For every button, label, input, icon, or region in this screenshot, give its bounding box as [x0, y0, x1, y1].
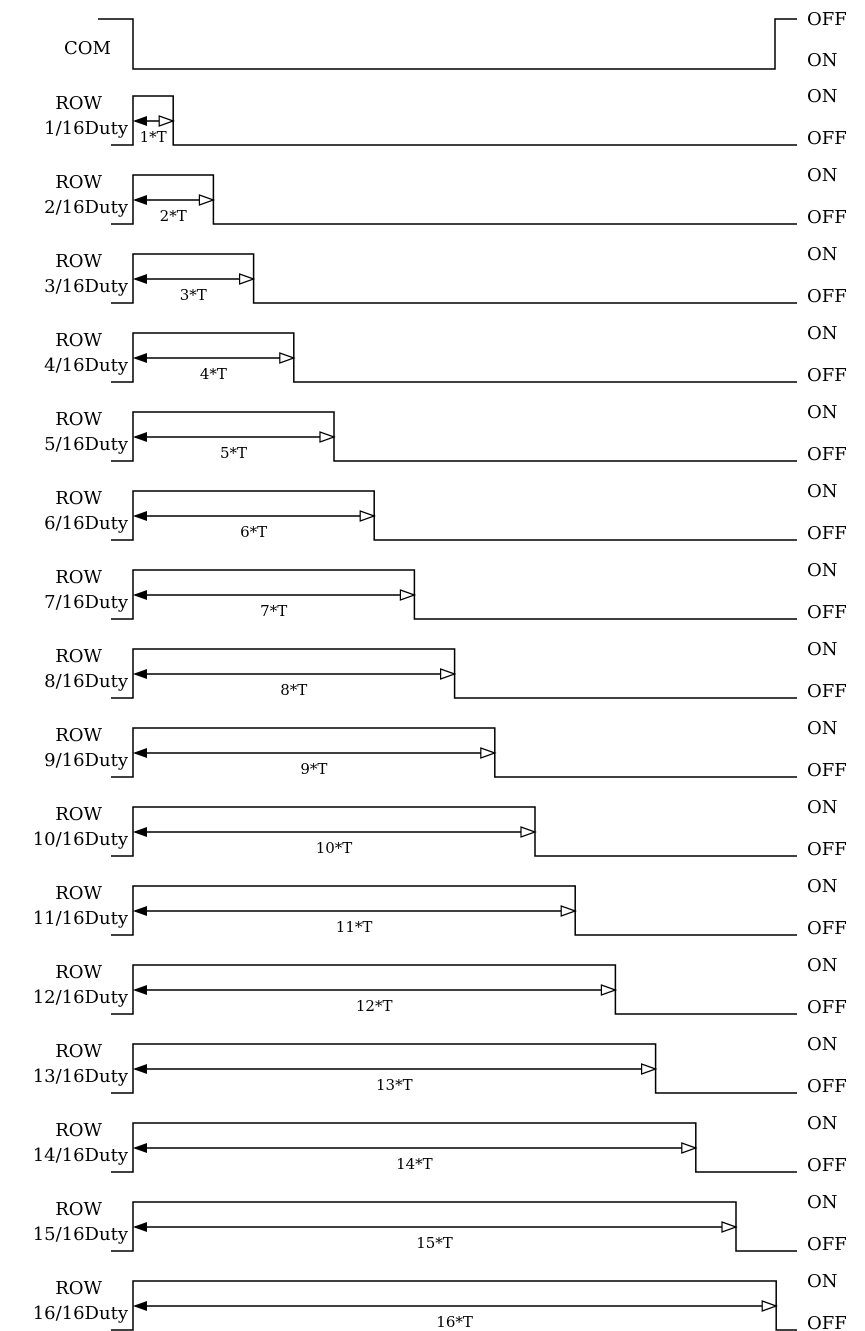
pulse-width-label: 3*T: [179, 286, 207, 304]
right-arrowhead-icon: [280, 353, 294, 363]
row-prefix-label: ROW: [55, 1120, 102, 1141]
right-arrowhead-icon: [400, 590, 414, 600]
off-state-label: OFF: [807, 839, 847, 860]
row-group: [33, 797, 847, 860]
off-state-label: OFF: [807, 681, 847, 702]
row-prefix-label: ROW: [55, 251, 102, 272]
off-state-label: OFF: [807, 523, 847, 544]
left-arrowhead-icon: [133, 906, 147, 916]
on-state-label: ON: [807, 955, 838, 976]
row-group: [44, 639, 847, 702]
row-prefix-label: ROW: [55, 93, 102, 114]
row-group: [44, 323, 847, 386]
left-arrowhead-icon: [133, 827, 147, 837]
on-state-label: ON: [807, 797, 838, 818]
row-duty-label: 10/16Duty: [32, 829, 128, 850]
on-state-label: ON: [807, 86, 838, 107]
row-duty-label: 9/16Duty: [44, 750, 128, 771]
right-arrowhead-icon: [601, 985, 615, 995]
left-arrowhead-icon: [133, 1143, 147, 1153]
right-arrowhead-icon: [360, 511, 374, 521]
pulse-width-label: 5*T: [219, 444, 248, 462]
on-state-label: ON: [807, 560, 838, 581]
on-state-label: ON: [807, 718, 838, 739]
row-waveform: [111, 96, 797, 145]
row-group: [44, 481, 847, 544]
left-arrowhead-icon: [133, 274, 147, 284]
left-arrowhead-icon: [133, 1064, 147, 1074]
right-arrowhead-icon: [199, 195, 213, 205]
right-arrowhead-icon: [240, 274, 254, 284]
row-prefix-label: ROW: [55, 883, 102, 904]
row-duty-label: 3/16Duty: [44, 276, 128, 297]
off-state-label: OFF: [807, 128, 847, 149]
row-prefix-label: ROW: [55, 330, 102, 351]
row-duty-label: 5/16Duty: [44, 434, 128, 455]
com-waveform-group: [64, 9, 847, 71]
row-duty-label: 4/16Duty: [44, 355, 128, 376]
on-state-label: ON: [807, 1034, 838, 1055]
on-state-label: ON: [807, 165, 838, 186]
row-group: [33, 1034, 847, 1097]
on-state-label: ON: [807, 323, 838, 344]
pulse-width-label: 10*T: [315, 839, 353, 857]
row-prefix-label: ROW: [55, 1041, 102, 1062]
right-arrowhead-icon: [642, 1064, 656, 1074]
row-duty-label: 15/16Duty: [32, 1224, 128, 1245]
row-group: [33, 1113, 847, 1176]
left-arrowhead-icon: [133, 748, 147, 758]
left-arrowhead-icon: [133, 985, 147, 995]
row-prefix-label: ROW: [55, 1278, 102, 1299]
row-group: [44, 244, 847, 307]
right-arrowhead-icon: [159, 116, 173, 126]
row-duty-label: 7/16Duty: [44, 592, 128, 613]
off-state-label: OFF: [807, 760, 847, 781]
off-state-label: OFF: [807, 918, 847, 939]
row-prefix-label: ROW: [55, 409, 102, 430]
off-state-label: OFF: [807, 997, 847, 1018]
right-arrowhead-icon: [561, 906, 575, 916]
pulse-width-label: 16*T: [436, 1313, 473, 1331]
row-prefix-label: ROW: [55, 488, 102, 509]
left-arrowhead-icon: [133, 195, 147, 205]
on-state-label: ON: [807, 1271, 838, 1292]
row-duty-label: 1/16Duty: [44, 118, 128, 139]
com-label: COM: [64, 38, 111, 59]
row-prefix-label: ROW: [55, 804, 102, 825]
row-group: [33, 876, 847, 939]
pulse-width-label: 14*T: [396, 1155, 433, 1173]
off-state-label: OFF: [807, 444, 847, 465]
on-state-label: ON: [807, 481, 838, 502]
row-duty-label: 12/16Duty: [32, 987, 128, 1008]
left-arrowhead-icon: [133, 116, 147, 126]
row-duty-label: 16/16Duty: [32, 1303, 128, 1324]
pulse-width-label: 4*T: [199, 365, 227, 383]
row-group: [44, 402, 847, 465]
row-duty-label: 13/16Duty: [32, 1066, 128, 1087]
right-arrowhead-icon: [682, 1143, 696, 1153]
row-prefix-label: ROW: [55, 1199, 102, 1220]
row-group: [33, 955, 847, 1018]
off-state-label: OFF: [807, 1313, 847, 1331]
off-state-label: OFF: [807, 207, 847, 228]
row-group: [44, 165, 847, 228]
row-duty-label: 8/16Duty: [44, 671, 128, 692]
row-prefix-label: ROW: [55, 172, 102, 193]
row-prefix-label: ROW: [55, 725, 102, 746]
pulse-width-label: 2*T: [159, 207, 187, 225]
row-waveform: [111, 175, 797, 224]
right-arrowhead-icon: [441, 669, 455, 679]
off-state-label: OFF: [807, 1076, 847, 1097]
row-group: [44, 86, 847, 149]
row-duty-label: 2/16Duty: [44, 197, 128, 218]
off-state-label: OFF: [807, 286, 847, 307]
on-state-label: ON: [807, 402, 838, 423]
com-on-state-label: ON: [807, 50, 838, 71]
row-duty-label: 11/16Duty: [32, 908, 128, 929]
row-prefix-label: ROW: [55, 567, 102, 588]
row-prefix-label: ROW: [55, 962, 102, 983]
row-duty-label: 6/16Duty: [44, 513, 128, 534]
left-arrowhead-icon: [133, 669, 147, 679]
off-state-label: OFF: [807, 602, 847, 623]
left-arrowhead-icon: [133, 511, 147, 521]
right-arrowhead-icon: [481, 748, 495, 758]
off-state-label: OFF: [807, 365, 847, 386]
row-group: [33, 1271, 847, 1331]
left-arrowhead-icon: [133, 432, 147, 442]
left-arrowhead-icon: [133, 1301, 147, 1311]
left-arrowhead-icon: [133, 590, 147, 600]
row-waveforms: [33, 86, 847, 1331]
on-state-label: ON: [807, 1192, 838, 1213]
left-arrowhead-icon: [133, 353, 147, 363]
pulse-width-label: 13*T: [376, 1076, 413, 1094]
pulse-width-label: 6*T: [240, 523, 268, 541]
row-duty-label: 14/16Duty: [32, 1145, 128, 1166]
pulse-width-label: 15*T: [416, 1234, 453, 1252]
pulse-width-label: 1*T: [139, 128, 167, 146]
right-arrowhead-icon: [320, 432, 334, 442]
pulse-width-label: 8*T: [280, 681, 308, 699]
pulse-width-label: 12*T: [355, 997, 393, 1015]
off-state-label: OFF: [807, 1234, 847, 1255]
row-group: [33, 1192, 847, 1255]
right-arrowhead-icon: [521, 827, 535, 837]
row-prefix-label: ROW: [55, 646, 102, 667]
off-state-label: OFF: [807, 1155, 847, 1176]
pulse-width-label: 7*T: [260, 602, 288, 620]
on-state-label: ON: [807, 1113, 838, 1134]
row-group: [44, 718, 847, 781]
row-group: [44, 560, 847, 623]
pulse-width-label: 9*T: [300, 760, 328, 778]
left-arrowhead-icon: [133, 1222, 147, 1232]
right-arrowhead-icon: [722, 1222, 736, 1232]
on-state-label: ON: [807, 639, 838, 660]
com-waveform: [98, 19, 797, 69]
com-off-state-label: OFF: [807, 9, 847, 30]
pulse-width-label: 11*T: [335, 918, 373, 936]
on-state-label: ON: [807, 876, 838, 897]
on-state-label: ON: [807, 244, 838, 265]
right-arrowhead-icon: [762, 1301, 776, 1311]
